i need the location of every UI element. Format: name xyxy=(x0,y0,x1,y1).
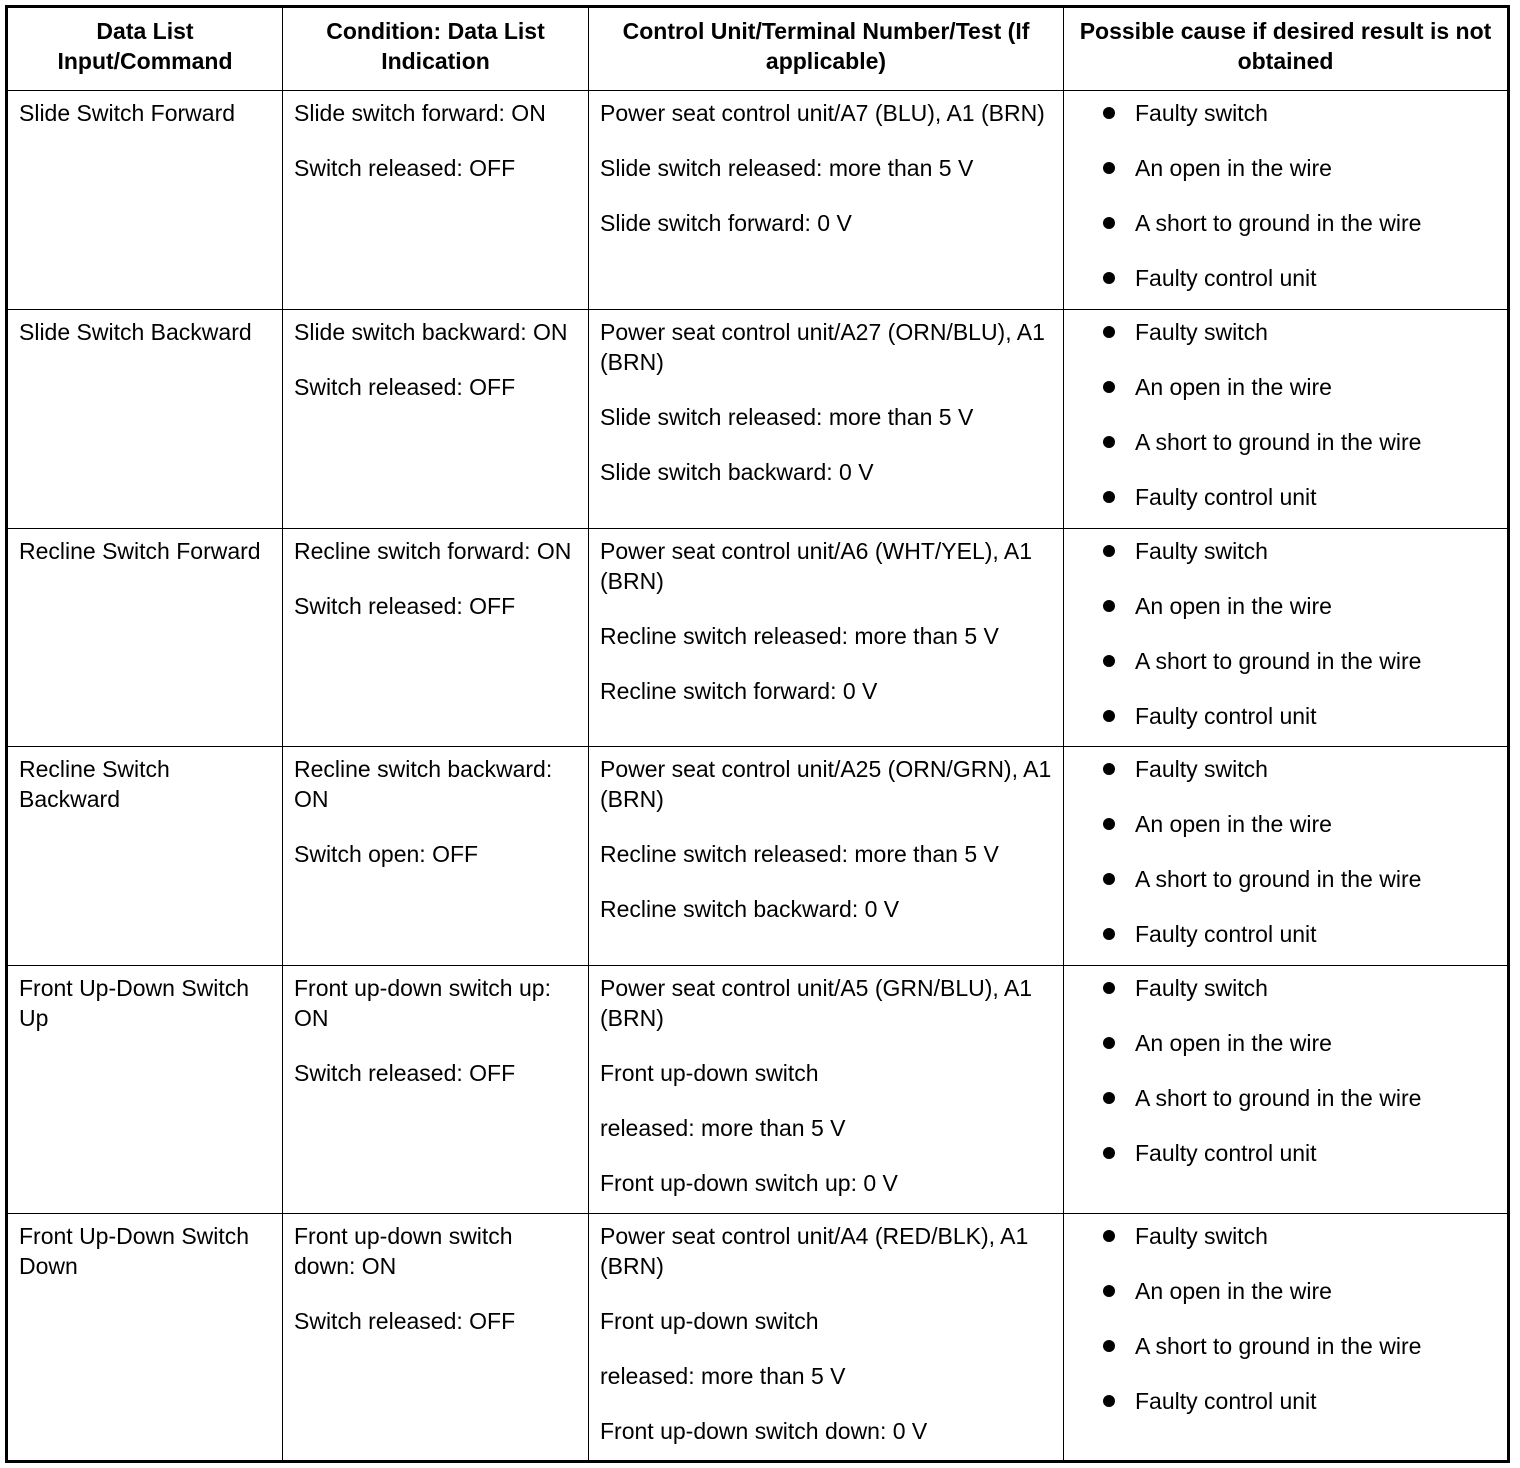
test-line: Front up-down switch xyxy=(600,1060,819,1086)
test-line: Slide switch backward: 0 V xyxy=(600,459,874,485)
bullet-icon xyxy=(1103,928,1115,940)
cause-item xyxy=(1099,263,1497,293)
cause-text: A short to ground in the wire xyxy=(1135,1085,1422,1111)
header-control-unit-test: Control Unit/Terminal Number/Test (If applicable) xyxy=(589,7,1064,91)
bullet-icon xyxy=(1103,655,1115,667)
cause-text: A short to ground in the wire xyxy=(1135,866,1422,892)
cause-list xyxy=(1075,317,1497,512)
header-possible-cause: Possible cause if desired result is not obtained xyxy=(1064,7,1509,91)
cause-text: Faulty control unit xyxy=(1135,703,1317,729)
condition-cell xyxy=(283,1214,589,1462)
test-line: Recline switch backward: 0 V xyxy=(600,896,900,922)
header-condition: Condition: Data List Indication xyxy=(283,7,589,91)
test-cell xyxy=(589,91,1064,310)
cause-text: Faulty control unit xyxy=(1135,484,1317,510)
cause-item xyxy=(1099,1221,1497,1251)
cause-list xyxy=(1075,98,1497,293)
cause-item xyxy=(1099,1331,1497,1361)
condition-line: Switch released: OFF xyxy=(294,374,516,400)
cause-text: An open in the wire xyxy=(1135,811,1332,837)
cause-item xyxy=(1099,372,1497,402)
cause-text: Faulty control unit xyxy=(1135,1140,1317,1166)
condition-line: Switch released: OFF xyxy=(294,1308,516,1334)
condition-line: Switch released: OFF xyxy=(294,1060,516,1086)
bullet-icon xyxy=(1103,600,1115,612)
condition-line: Recline switch forward: ON xyxy=(294,538,572,564)
bullet-icon xyxy=(1103,545,1115,557)
test-line: Power seat control unit/A25 (ORN/GRN), A1 (BRN) xyxy=(600,756,1052,812)
cause-text: A short to ground in the wire xyxy=(1135,210,1422,236)
test-cell xyxy=(589,310,1064,529)
input-command-cell: Slide Switch Backward xyxy=(7,310,283,529)
cause-item xyxy=(1099,1028,1497,1058)
condition-line: Slide switch forward: ON xyxy=(294,100,546,126)
cause-text: Faulty switch xyxy=(1135,100,1268,126)
cause-item xyxy=(1099,98,1497,128)
bullet-icon xyxy=(1103,982,1115,994)
test-line: Power seat control unit/A5 (GRN/BLU), A1 (BRN) xyxy=(600,975,1033,1031)
cause-item xyxy=(1099,1083,1497,1113)
cause-item xyxy=(1099,591,1497,621)
test-cell xyxy=(589,529,1064,747)
cause-item xyxy=(1099,1386,1497,1416)
cause-cell xyxy=(1064,966,1509,1214)
cause-item xyxy=(1099,536,1497,566)
cause-text: An open in the wire xyxy=(1135,374,1332,400)
cause-item xyxy=(1099,809,1497,839)
cause-text: An open in the wire xyxy=(1135,155,1332,181)
header-row xyxy=(7,7,1509,91)
cause-text: Faulty switch xyxy=(1135,1223,1268,1249)
test-line: Slide switch forward: 0 V xyxy=(600,210,852,236)
cause-text: A short to ground in the wire xyxy=(1135,429,1422,455)
bullet-icon xyxy=(1103,272,1115,284)
cause-item xyxy=(1099,646,1497,676)
bullet-icon xyxy=(1103,381,1115,393)
cause-item xyxy=(1099,482,1497,512)
bullet-icon xyxy=(1103,1285,1115,1297)
cause-list xyxy=(1075,973,1497,1168)
condition-line: Front up-down switch up: ON xyxy=(294,975,551,1031)
condition-cell xyxy=(283,966,589,1214)
condition-line: Switch released: OFF xyxy=(294,155,516,181)
input-command-cell: Front Up-Down Switch Down xyxy=(7,1214,283,1462)
cause-text: Faulty control unit xyxy=(1135,265,1317,291)
cause-item xyxy=(1099,208,1497,238)
test-line: Power seat control unit/A7 (BLU), A1 (BRN) xyxy=(600,100,1045,126)
test-line: Recline switch released: more than 5 V xyxy=(600,623,999,649)
test-line: released: more than 5 V xyxy=(600,1115,846,1141)
bullet-icon xyxy=(1103,1340,1115,1352)
input-command-cell: Slide Switch Forward xyxy=(7,91,283,310)
condition-cell xyxy=(283,91,589,310)
cause-text: A short to ground in the wire xyxy=(1135,1333,1422,1359)
input-command-cell: Recline Switch Backward xyxy=(7,747,283,966)
table-row xyxy=(7,747,1509,966)
condition-line: Recline switch backward: ON xyxy=(294,756,553,812)
test-cell xyxy=(589,1214,1064,1462)
bullet-icon xyxy=(1103,873,1115,885)
cause-cell xyxy=(1064,310,1509,529)
bullet-icon xyxy=(1103,217,1115,229)
bullet-icon xyxy=(1103,1395,1115,1407)
cause-item xyxy=(1099,1276,1497,1306)
condition-cell xyxy=(283,529,589,747)
condition-line: Front up-down switch down: ON xyxy=(294,1223,513,1279)
test-cell xyxy=(589,747,1064,966)
test-line: released: more than 5 V xyxy=(600,1363,846,1389)
bullet-icon xyxy=(1103,1147,1115,1159)
test-line: Front up-down switch down: 0 V xyxy=(600,1418,928,1444)
header-input-command: Data List Input/Command xyxy=(7,7,283,91)
bullet-icon xyxy=(1103,818,1115,830)
test-line: Power seat control unit/A6 (WHT/YEL), A1 (BRN) xyxy=(600,538,1033,594)
test-line: Power seat control unit/A4 (RED/BLK), A1 (BRN) xyxy=(600,1223,1029,1279)
cause-item xyxy=(1099,864,1497,894)
bullet-icon xyxy=(1103,1037,1115,1049)
condition-line: Switch released: OFF xyxy=(294,593,516,619)
cause-text: Faulty switch xyxy=(1135,756,1268,782)
cause-cell xyxy=(1064,91,1509,310)
table-row xyxy=(7,1214,1509,1462)
bullet-icon xyxy=(1103,162,1115,174)
input-command-cell: Recline Switch Forward xyxy=(7,529,283,747)
test-line: Recline switch released: more than 5 V xyxy=(600,841,999,867)
condition-line: Slide switch backward: ON xyxy=(294,319,568,345)
condition-line: Switch open: OFF xyxy=(294,841,479,867)
cause-item xyxy=(1099,973,1497,1003)
cause-item xyxy=(1099,1138,1497,1168)
cause-cell xyxy=(1064,1214,1509,1462)
test-line: Recline switch forward: 0 V xyxy=(600,678,878,704)
cause-text: An open in the wire xyxy=(1135,1030,1332,1056)
cause-text: Faulty switch xyxy=(1135,538,1268,564)
bullet-icon xyxy=(1103,326,1115,338)
cause-text: Faulty switch xyxy=(1135,975,1268,1001)
cause-text: An open in the wire xyxy=(1135,593,1332,619)
test-line: Power seat control unit/A27 (ORN/BLU), A1 (BRN) xyxy=(600,319,1045,375)
cause-list xyxy=(1075,536,1497,731)
cause-list xyxy=(1075,754,1497,949)
cause-item xyxy=(1099,153,1497,183)
cause-text: A short to ground in the wire xyxy=(1135,648,1422,674)
cause-item xyxy=(1099,701,1497,731)
table-row xyxy=(7,310,1509,529)
test-cell xyxy=(589,966,1064,1214)
data-list-table xyxy=(5,5,1510,1463)
condition-cell xyxy=(283,747,589,966)
cause-cell xyxy=(1064,747,1509,966)
table-row xyxy=(7,966,1509,1214)
cause-item xyxy=(1099,754,1497,784)
cause-text: Faulty control unit xyxy=(1135,1388,1317,1414)
cause-text: An open in the wire xyxy=(1135,1278,1332,1304)
cause-cell xyxy=(1064,529,1509,747)
input-command-cell: Front Up-Down Switch Up xyxy=(7,966,283,1214)
test-line: Front up-down switch up: 0 V xyxy=(600,1170,898,1196)
cause-item xyxy=(1099,317,1497,347)
table-row xyxy=(7,91,1509,310)
cause-list xyxy=(1075,1221,1497,1416)
bullet-icon xyxy=(1103,107,1115,119)
bullet-icon xyxy=(1103,1230,1115,1242)
bullet-icon xyxy=(1103,1092,1115,1104)
bullet-icon xyxy=(1103,710,1115,722)
test-line: Front up-down switch xyxy=(600,1308,819,1334)
condition-cell xyxy=(283,310,589,529)
test-line: Slide switch released: more than 5 V xyxy=(600,404,974,430)
cause-text: Faulty control unit xyxy=(1135,921,1317,947)
cause-item xyxy=(1099,919,1497,949)
cause-item xyxy=(1099,427,1497,457)
bullet-icon xyxy=(1103,763,1115,775)
bullet-icon xyxy=(1103,491,1115,503)
test-line: Slide switch released: more than 5 V xyxy=(600,155,974,181)
document-page xyxy=(5,5,1510,1462)
cause-text: Faulty switch xyxy=(1135,319,1268,345)
bullet-icon xyxy=(1103,436,1115,448)
table-row xyxy=(7,529,1509,747)
